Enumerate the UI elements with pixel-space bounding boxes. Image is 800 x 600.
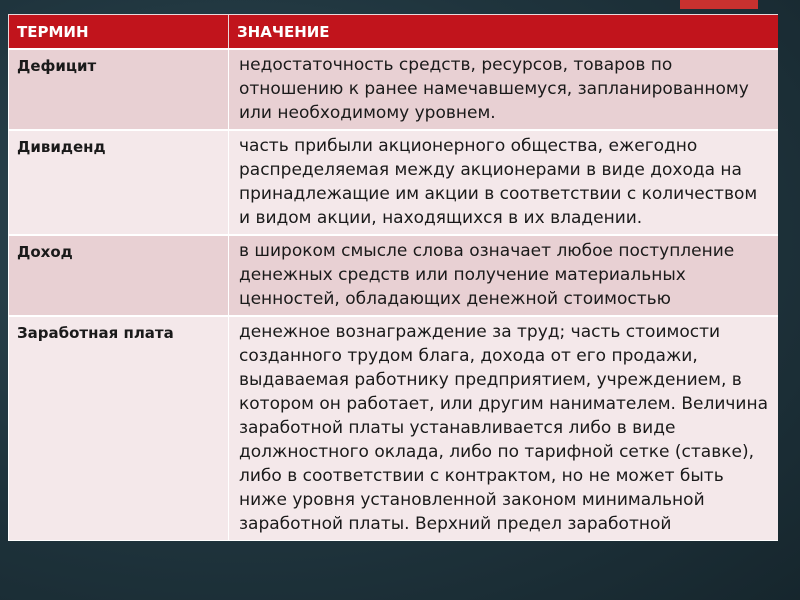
glossary-table — [8, 14, 778, 541]
header-term: ТЕРМИН — [9, 15, 229, 50]
table-header-row — [9, 15, 779, 50]
term-cell: Доход — [9, 235, 229, 316]
table-row — [9, 235, 779, 316]
glossary-table-container — [8, 14, 778, 600]
definition-cell: в широком смысле слова означает любое поступление денежных средств или получение материальных ценностей, обладающих денежной стоимостью — [229, 235, 779, 316]
header-meaning: ЗНАЧЕНИЕ — [229, 15, 779, 50]
table-row — [9, 130, 779, 235]
table-row — [9, 49, 779, 130]
term-cell: Заработная плата — [9, 316, 229, 541]
table-row — [9, 316, 779, 541]
definition-cell: часть прибыли акционерного общества, ежегодно распределяемая между акционерами в виде дохода на принадлежащие им акции в соответствии с количеством и видом акции, находящихся в их владении. — [229, 130, 779, 235]
definition-cell: денежное вознаграждение за труд; часть стоимости созданного трудом блага, дохода от его продажи, выдаваемая работнику предприятием, учреждением, в котором он работает, или другим нанимателем. Величина заработной платы устанавливается либо в виде должностного оклада, либо по тарифной сетке (ставке), либо в соответствии с контрактом, но не может быть ниже уровня установленной законом минимальной заработной платы. Верхний предел заработной — [229, 316, 779, 541]
term-cell: Дефицит — [9, 49, 229, 130]
decorative-accent-bar — [680, 0, 758, 9]
definition-cell: недостаточность средств, ресурсов, товаров по отношению к ранее намечавшемуся, запланированному или необходимому уровнем. — [229, 49, 779, 130]
term-cell: Дивиденд — [9, 130, 229, 235]
